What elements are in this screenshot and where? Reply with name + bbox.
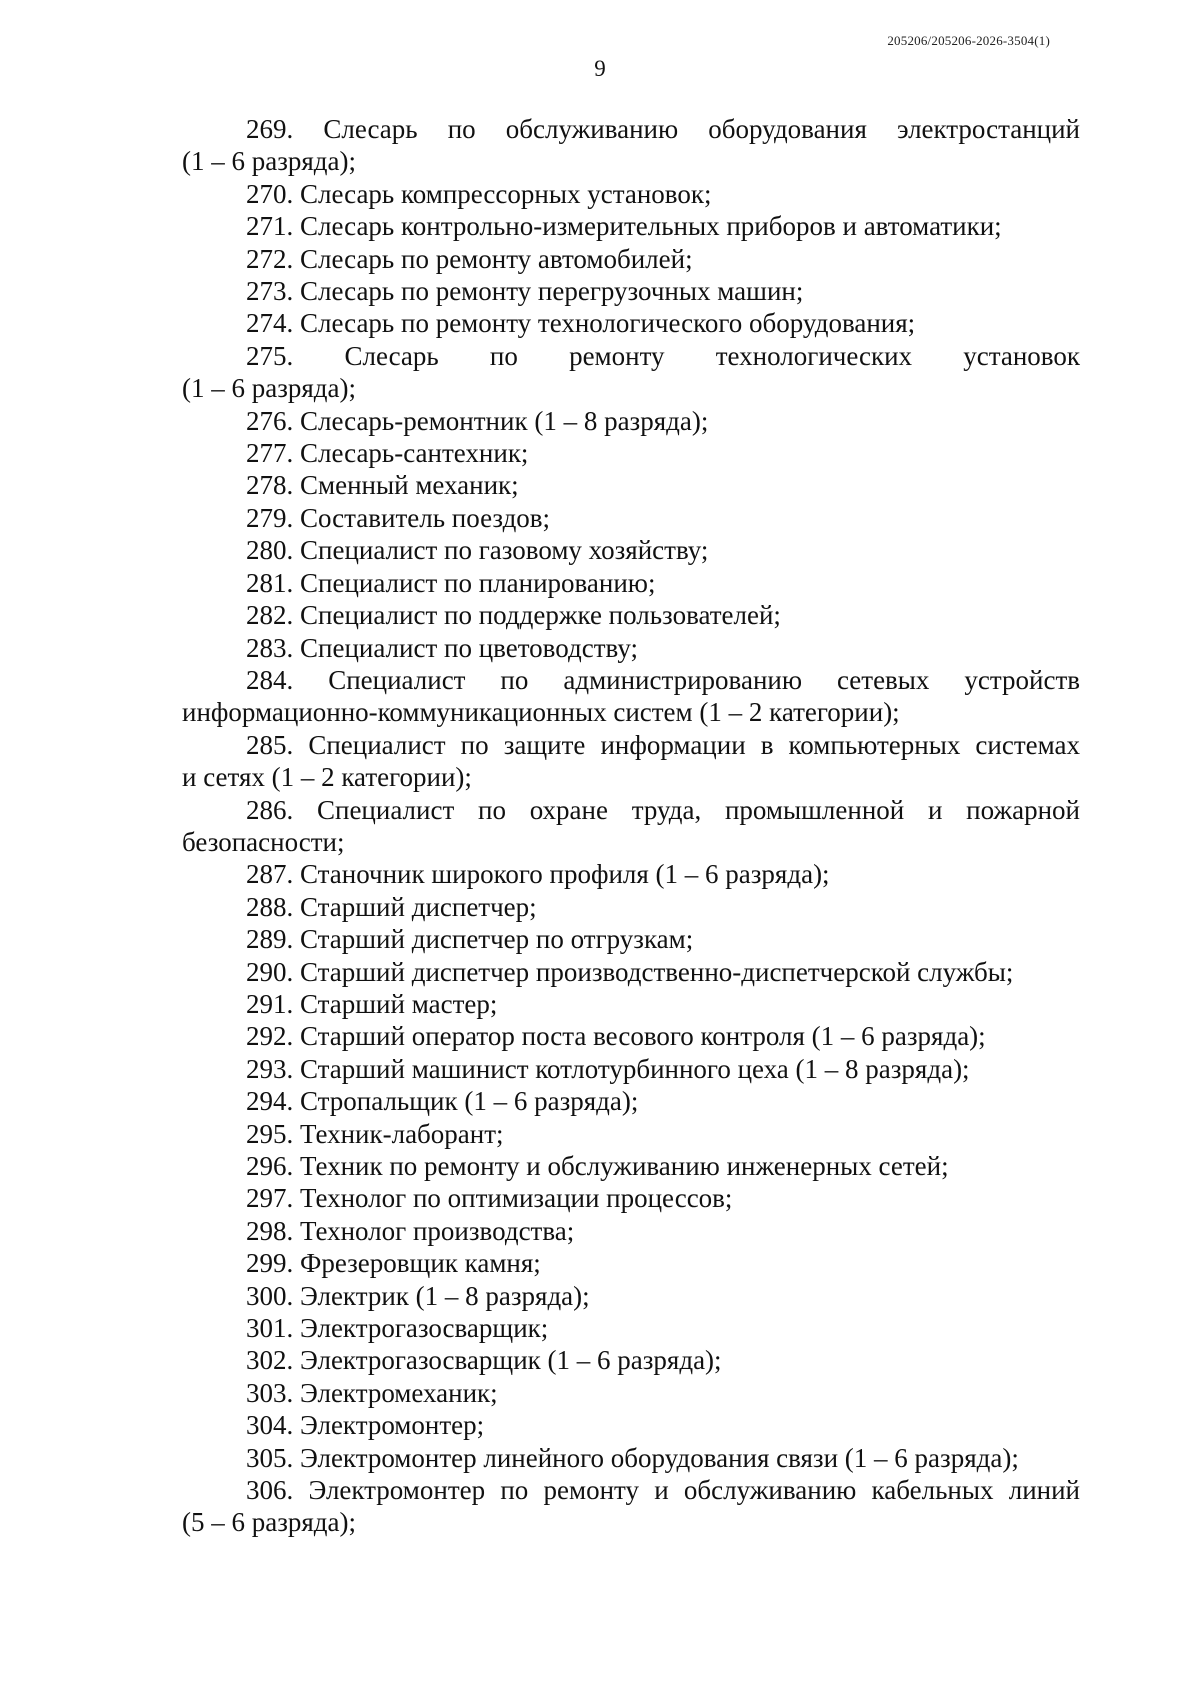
list-item: 288. Старший диспетчер; <box>246 891 537 922</box>
list-item: 271. Слесарь контрольно-измерительных приборов и автоматики; <box>246 211 1002 242</box>
list-item: 274. Слесарь по ремонту технологического оборудования; <box>246 308 916 339</box>
page-number: 9 <box>594 56 606 81</box>
list-item: 270. Слесарь компрессорных установок; <box>246 178 712 209</box>
list-item: 278. Сменный механик; <box>246 470 519 501</box>
list-item: 283. Специалист по цветоводству; <box>246 632 638 663</box>
list-item-first-line: 275. Слесарь по ремонту технологических установок <box>246 340 1080 371</box>
list-item-first-line: 306. Электромонтер по ремонту и обслуживанию кабельных линий <box>246 1475 1080 1506</box>
list-item: 291. Старший мастер; <box>246 988 498 1019</box>
list-item-continuation: (1 – 6 разряда); <box>182 146 357 177</box>
list-item-continuation: и сетях (1 – 2 категории); <box>182 762 472 793</box>
list-item: 305. Электромонтер линейного оборудования связи (1 – 6 разряда); <box>246 1442 1019 1473</box>
list-item: 301. Электрогазосварщик; <box>246 1313 549 1344</box>
list-item: 297. Технолог по оптимизации процессов; <box>246 1183 733 1214</box>
list-item-first-line: 284. Специалист по администрированию сетевых устройств <box>246 664 1080 695</box>
list-item: 277. Слесарь-сантехник; <box>246 438 529 469</box>
list-item: 299. Фрезеровщик камня; <box>246 1248 541 1279</box>
list-item: 300. Электрик (1 – 8 разряда); <box>246 1280 590 1311</box>
list-item: 287. Станочник широкого профиля (1 – 6 разряда); <box>246 859 830 890</box>
list-item: 281. Специалист по планированию; <box>246 567 656 598</box>
list-item: 304. Электромонтер; <box>246 1410 485 1441</box>
list-item: 292. Старший оператор поста весового контроля (1 – 6 разряда); <box>246 1021 986 1052</box>
list-item: 296. Техник по ремонту и обслуживанию инженерных сетей; <box>246 1151 949 1181</box>
list-item-continuation: информационно-коммуникационных систем (1 – 2 категории); <box>182 697 900 728</box>
list-item-first-line: 286. Специалист по охране труда, промышленной и пожарной <box>246 794 1080 825</box>
list-item: 294. Стропальщик (1 – 6 разряда); <box>246 1086 639 1117</box>
list-item: 295. Техник-лаборант; <box>246 1118 504 1149</box>
list-item: 289. Старший диспетчер по отгрузкам; <box>246 924 694 955</box>
list-item-continuation: (5 – 6 разряда); <box>182 1507 357 1538</box>
list-item: 290. Старший диспетчер производственно-диспетчерской службы; <box>246 956 1014 987</box>
list-item: 280. Специалист по газовому хозяйству; <box>246 535 709 566</box>
list-item: 298. Технолог производства; <box>246 1215 575 1246</box>
list-item: 302. Электрогазосварщик (1 – 6 разряда); <box>246 1345 722 1376</box>
list-item: 303. Электромеханик; <box>246 1377 498 1408</box>
list-item: 272. Слесарь по ремонту автомобилей; <box>246 243 693 274</box>
list-item-continuation: безопасности; <box>182 826 345 857</box>
list-item-continuation: (1 – 6 разряда); <box>182 373 357 404</box>
document-code: 205206/205206-2026-3504(1) <box>887 33 1050 48</box>
document-body <box>182 113 1080 1539</box>
list-item: 273. Слесарь по ремонту перегрузочных машин; <box>246 276 804 307</box>
list-item: 282. Специалист по поддержке пользователей; <box>246 600 781 631</box>
list-item: 293. Старший машинист котлотурбинного цеха (1 – 8 разряда); <box>246 1053 970 1084</box>
list-item-first-line: 285. Специалист по защите информации в компьютерных системах <box>246 729 1080 760</box>
list-item: 279. Составитель поездов; <box>246 502 551 533</box>
list-item-first-line: 269. Слесарь по обслуживанию оборудования электростанций <box>246 114 1080 144</box>
list-item: 276. Слесарь-ремонтник (1 – 8 разряда); <box>246 405 709 436</box>
